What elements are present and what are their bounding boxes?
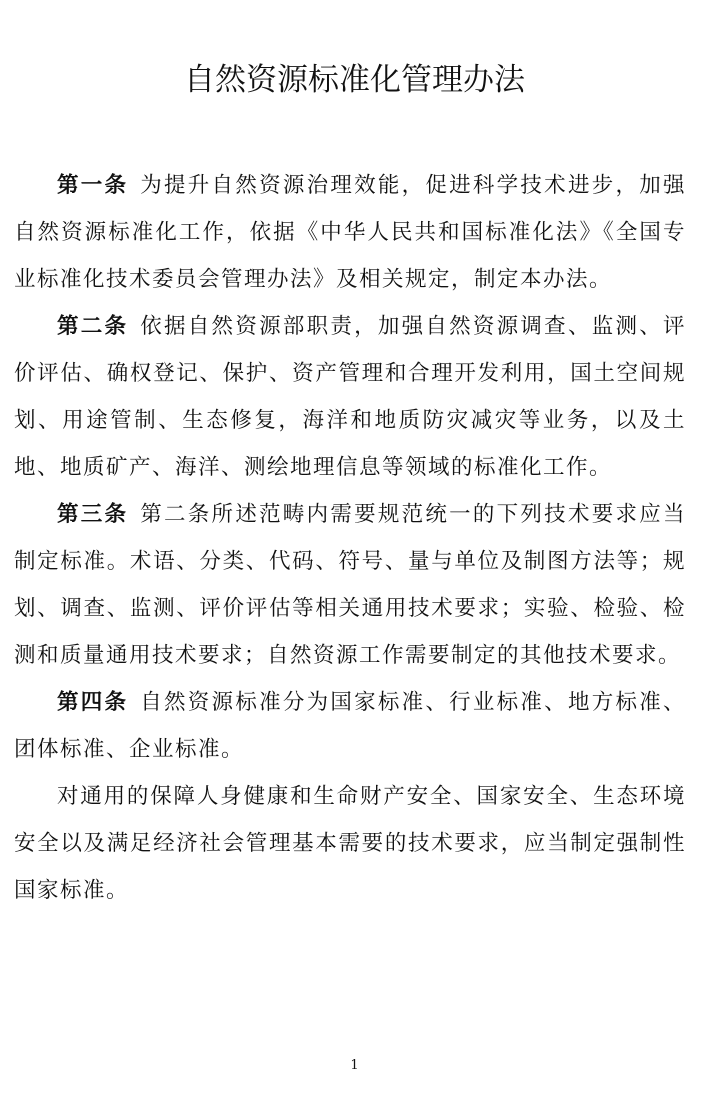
document-title: 自然资源标准化管理办法 <box>184 62 525 98</box>
article-1 <box>14 162 686 303</box>
article-label: 第三条 <box>57 502 129 527</box>
article-text: 第二条所述范畴内需要规范统一的下列技术要求应当制定标准。术语、分类、代码、符号、量与单位及制图方法等；规划、调查、监测、评价评估等相关通用技术要求；实验、检验、检测和质量通用技术要求；自然资源工作需要制定的其他技术要求。 <box>14 502 686 668</box>
article-text: 自然资源标准分为国家标准、行业标准、地方标准、团体标准、企业标准。 <box>14 690 686 762</box>
article-text: 依据自然资源部职责，加强自然资源调查、监测、评价评估、确权登记、保护、资产管理和合理开发利用，国土空间规划、用途管制、生态修复，海洋和地质防灾减灾等业务，以及土地、地质矿产、海洋、测绘地理信息等领域的标准化工作。 <box>14 314 686 480</box>
article-label: 第一条 <box>57 173 129 198</box>
article-4-paragraph-2 <box>14 773 686 914</box>
article-text: 为提升自然资源治理效能，促进科学技术进步，加强自然资源标准化工作，依据《中华人民共和国标准化法》《全国专业标准化技术委员会管理办法》及相关规定，制定本办法。 <box>14 173 686 292</box>
article-label: 第二条 <box>57 314 129 339</box>
article-label: 第四条 <box>57 690 129 715</box>
document-body <box>14 162 686 914</box>
article-2 <box>14 303 686 491</box>
article-3 <box>14 491 686 679</box>
paragraph-text: 对通用的保障人身健康和生命财产安全、国家安全、生态环境安全以及满足经济社会管理基本需要的技术要求，应当制定强制性国家标准。 <box>14 784 686 903</box>
page-number: 1 <box>350 1058 359 1073</box>
article-4 <box>14 679 686 773</box>
